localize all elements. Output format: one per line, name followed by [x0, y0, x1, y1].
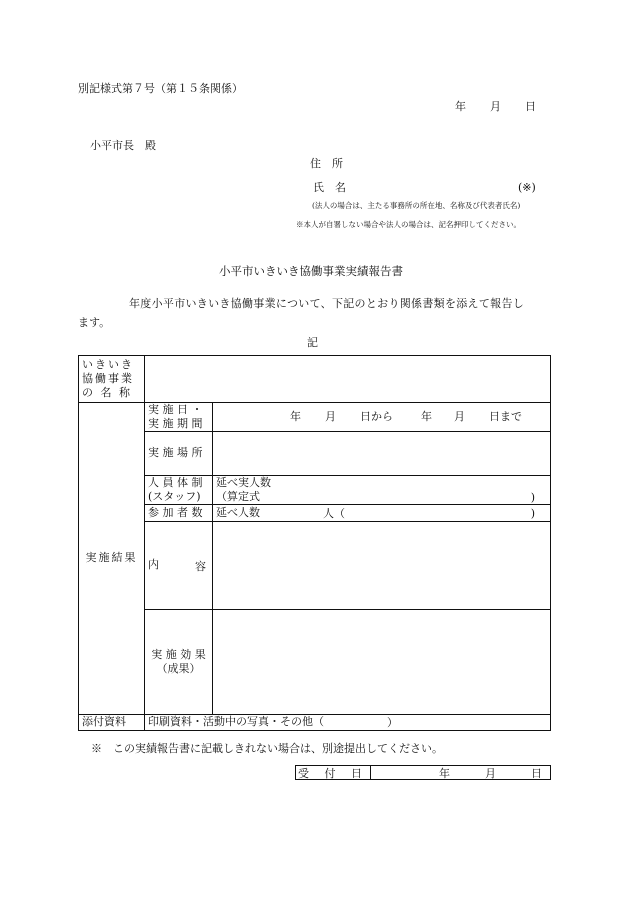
effect-field[interactable] — [213, 609, 551, 714]
date-day-label: 日 — [525, 100, 536, 113]
participants-label: 参 加 者 数 — [145, 504, 213, 521]
period-label-line-2: 実 施 期 間 — [148, 416, 203, 430]
period-row — [79, 403, 551, 432]
content-label-1: 内 — [148, 558, 159, 572]
address-label: 住 所 — [310, 157, 343, 170]
date-month-label: 月 — [490, 100, 501, 113]
period-year-2: 年 — [421, 410, 432, 423]
period-field[interactable] — [213, 403, 551, 432]
period-label-line-1: 実 施 日 ・ — [148, 403, 203, 416]
place-field[interactable] — [213, 431, 551, 475]
staff-label-line-1: 人 員 体 制 — [148, 475, 203, 489]
period-month-1: 月 — [325, 410, 336, 423]
ki-label: 記 — [307, 336, 318, 349]
content-label — [145, 521, 213, 609]
participants-close-paren: ) — [530, 506, 535, 520]
attachments-label: 添付資料 — [79, 714, 145, 730]
content-label-2: 容 — [195, 559, 206, 573]
staff-field[interactable] — [213, 475, 551, 504]
seal-mark: (※) — [518, 181, 536, 194]
date-year-label: 年 — [455, 100, 466, 113]
participants-row — [79, 504, 551, 521]
receipt-day: 日 — [531, 767, 542, 780]
results-label — [79, 403, 145, 715]
period-to: 日まで — [489, 410, 522, 423]
attachments-close-paren: ） — [387, 715, 398, 729]
content-field[interactable] — [213, 521, 551, 609]
participants-unit: 人（ — [323, 506, 345, 520]
project-name-row — [79, 356, 551, 403]
staff-value-line-2: （算定式 — [216, 489, 260, 503]
form-id: 別記様式第７号（第１５条関係） — [78, 82, 243, 95]
project-name-label-line-1: いきいき — [82, 357, 134, 371]
effect-label-line-1: 実 施 効 果 — [151, 647, 206, 661]
content-row — [79, 521, 551, 609]
participants-value: 延べ人数 — [216, 505, 260, 519]
effect-row — [79, 609, 551, 714]
period-year-1: 年 — [290, 410, 301, 423]
corporation-note: (法人の場合は、主たる事務所の所在地、名称及び代表者氏名) — [312, 201, 521, 210]
staff-label — [145, 475, 213, 504]
receipt-month: 月 — [485, 767, 496, 780]
staff-close-paren: ) — [530, 490, 535, 504]
footer-note: ※ この実績報告書に記載しきれない場合は、別途提出してください。 — [91, 742, 443, 755]
seal-note: ※本人が自署しない場合や法人の場合は、記名押印してください。 — [296, 220, 521, 229]
attachments-value: 印刷資料・活動中の写真・その他（ — [148, 715, 324, 729]
name-label: 氏 名 — [313, 181, 346, 194]
receipt-date-box — [295, 765, 551, 780]
intro-text-line-1: 年度小平市いきいき協働事業について、下記のとおり関係書類を添えて報告し — [129, 297, 525, 310]
staff-label-line-2: (スタッフ) — [148, 489, 201, 503]
project-name-field[interactable] — [145, 356, 551, 403]
results-label-text: 実施結果 — [85, 551, 138, 565]
period-label — [145, 403, 213, 432]
period-from: 日から — [360, 410, 393, 423]
effect-label-line-2: （成果） — [156, 661, 201, 675]
period-month-2: 月 — [454, 410, 465, 423]
receipt-year: 年 — [439, 767, 450, 780]
report-table — [78, 355, 551, 731]
project-name-label — [79, 356, 145, 403]
staff-value-line-1: 延べ実人数 — [216, 475, 271, 489]
attachments-row — [79, 714, 551, 730]
receipt-date-field[interactable] — [371, 766, 550, 779]
document-title: 小平市いきいき協働事業実績報告書 — [219, 264, 403, 278]
intro-text-line-2: ます。 — [78, 316, 111, 329]
place-label: 実 施 場 所 — [145, 431, 213, 475]
place-row — [79, 431, 551, 475]
receipt-label: 受 付 日 — [296, 766, 371, 779]
attachments-field[interactable] — [145, 714, 551, 730]
addressee: 小平市長 殿 — [90, 139, 156, 152]
project-name-label-line-2: 協働事業 — [82, 371, 134, 385]
effect-label — [145, 609, 213, 714]
project-name-label-line-3: の 名 称 — [82, 386, 132, 400]
participants-field[interactable] — [213, 504, 551, 521]
staff-row — [79, 475, 551, 504]
